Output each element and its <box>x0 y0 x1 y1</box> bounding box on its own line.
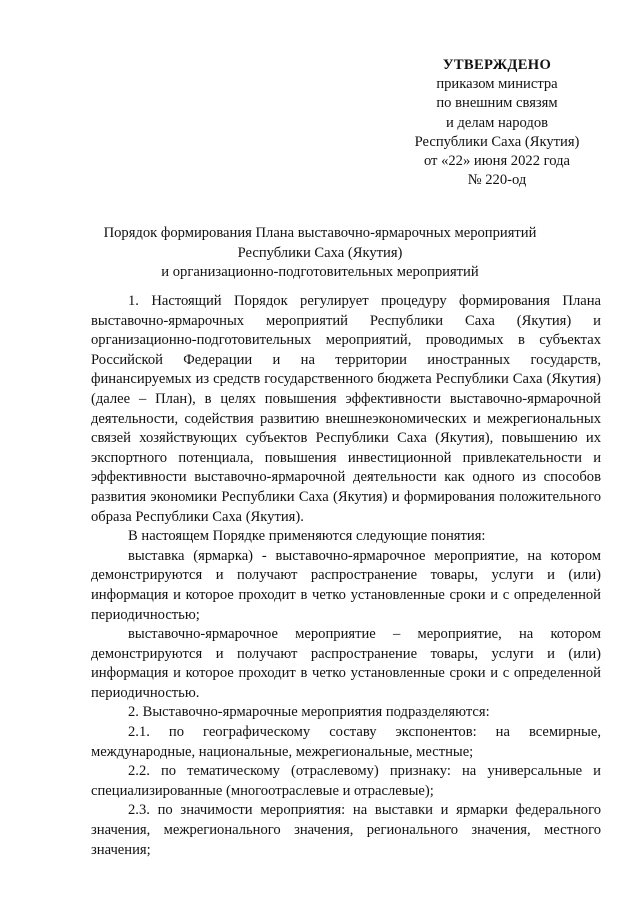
paragraph-2-3-significance: 2.3. по значимости мероприятия: на выставки и ярмарки федерального значения, межрегионального значения, регионального значения, местного значения; <box>91 802 601 858</box>
approval-line-number: № 220-од <box>467 172 527 189</box>
document-title <box>80 224 560 283</box>
document-body <box>91 292 601 860</box>
approval-line-ministry: по внешним связям <box>436 95 558 112</box>
paragraph-1-scope: 1. Настоящий Порядок регулирует процедуру формирования Плана выставочно-ярмарочных мероприятий Республики Саха (Якутия) и организационно-подготовительных мероприятий, проводимых в субъектах Российской Федерации и на территории иностранных государств, финансируемых из средств государственного бюджета Республики Саха (Якутия) (далее – План), в целях повышения эффективности выставочно-ярмарочной деятельности, содействия развитию внешнеэкономических и межрегиональных связей хозяйствующих субъектов Республики Саха (Якутия), повышению их экспортного потенциала, повышения инвестиционной привлекательности и эффективности выставочно-ярмарочной деятельности как одного из способов развития экономики Республики Саха (Якутия) и формирования положительного образа Республики Саха (Якутия). <box>91 293 601 525</box>
paragraph-definitions-intro: В настоящем Порядке применяются следующие понятия: <box>128 528 486 545</box>
approval-line-date: от «22» июня 2022 года <box>423 153 571 170</box>
document-title-line: Республики Саха (Якутия) <box>237 244 403 261</box>
paragraph-2-classification: 2. Выставочно-ярмарочные мероприятия подразделяются: <box>128 704 490 721</box>
approval-line-order: приказом министра <box>436 76 558 93</box>
document-title-line: и организационно-подготовительных мероприятий <box>161 264 479 280</box>
approval-title: УТВЕРЖДЕНО <box>442 57 552 73</box>
approval-stamp-block <box>392 56 602 190</box>
document-title-line: Порядок формирования Плана выставочно-ярмарочных мероприятий <box>103 225 537 241</box>
paragraph-definition-exhibition: выставка (ярмарка) - выставочно-ярмарочное мероприятие, на котором демонстрируются и получают распространение товары, услуги и (или) информация и которое проходит в четко установленные сроки и с определенной периодичностью; <box>91 547 601 623</box>
approval-line-republic: Республики Саха (Якутия) <box>414 133 580 150</box>
paragraph-2-2-thematic: 2.2. по тематическому (отраслевому) признаку: на универсальные и специализированные (многоотраслевые и отраслевые); <box>91 763 601 799</box>
approval-line-peoples: и делам народов <box>445 114 549 131</box>
paragraph-2-1-geography: 2.1. по географическому составу экспонентов: на всемирные, международные, национальные, межрегиональные, местные; <box>91 724 601 760</box>
paragraph-definition-event: выставочно-ярмарочное мероприятие – мероприятие, на котором демонстрируются и получают распространение товары, услуги и (или) информация и которое проходит в четко установленные сроки и с определенной периодичностью. <box>91 626 601 701</box>
